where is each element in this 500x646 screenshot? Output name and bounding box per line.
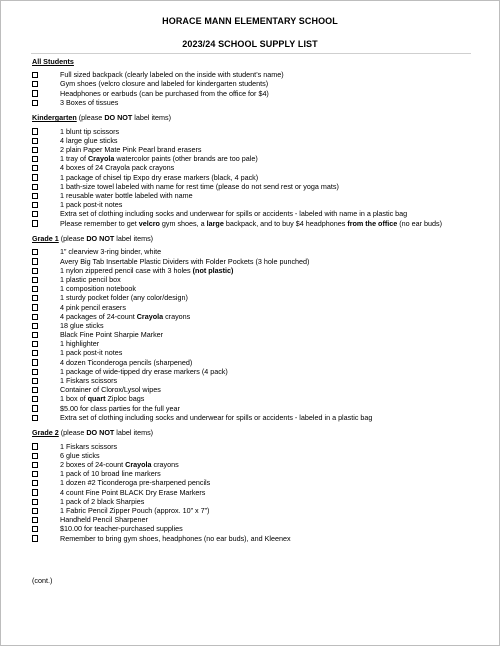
checkbox-icon[interactable] (32, 165, 38, 171)
list-item-text: 18 glue sticks (60, 320, 104, 330)
list-item (32, 367, 492, 376)
supply-list (32, 57, 492, 543)
section-kindergarten (32, 113, 492, 227)
list-item-text: Please remember to get velcro gym shoes, a large backpack, and to buy $4 headphones from the office (no ear buds) (60, 218, 442, 228)
list-item (32, 524, 492, 533)
section-heading (32, 428, 492, 437)
list-item (32, 266, 492, 275)
checkbox-icon[interactable] (32, 508, 38, 514)
checkbox-icon[interactable] (32, 405, 38, 411)
checkbox-icon[interactable] (32, 100, 38, 106)
checkbox-icon[interactable] (32, 295, 38, 301)
list-item (32, 488, 492, 497)
checkbox-icon[interactable] (32, 202, 38, 208)
checkbox-icon[interactable] (32, 359, 38, 365)
list-item (32, 293, 492, 302)
checkbox-icon[interactable] (32, 268, 38, 274)
list-item (32, 394, 492, 403)
heading-note: label items) (114, 234, 154, 244)
list-item (32, 506, 492, 515)
list-item (32, 275, 492, 284)
list-item-text: 1” clearview 3-ring binder, white (60, 247, 162, 257)
list-item-text: 1 bath-size towel labeled with name for rest time (please do not send rest or yoga mats) (60, 181, 339, 191)
checkbox-icon[interactable] (32, 480, 38, 486)
checkbox-icon[interactable] (32, 249, 38, 255)
section-heading (32, 57, 492, 66)
list-item (32, 163, 492, 172)
list-item (32, 348, 492, 357)
checkbox-icon[interactable] (32, 369, 38, 375)
school-name: HORACE MANN ELEMENTARY SCHOOL (162, 16, 338, 26)
section-grade1 (32, 234, 492, 422)
list-item-text: $5.00 for class parties for the full year (60, 403, 180, 413)
checkbox-icon[interactable] (32, 184, 38, 190)
list-item-text: 6 glue sticks (60, 450, 100, 460)
checkbox-icon[interactable] (32, 471, 38, 477)
list-item (32, 321, 492, 330)
list-item-text: 1 pack post-it notes (60, 348, 123, 358)
checkbox-icon[interactable] (32, 156, 38, 162)
list-item-text: $10.00 for teacher-purchased supplies (60, 524, 183, 534)
list-title: 2023/24 SCHOOL SUPPLY LIST (182, 39, 318, 49)
section-heading-title: Kindergarten (32, 113, 77, 123)
list-item-text: 1 dozen #2 Ticonderoga pre-sharpened pencils (60, 478, 211, 488)
list-item-text: Remember to bring gym shoes, headphones (no ear buds), and Kleenex (60, 533, 291, 543)
list-item-text: 1 tray of Crayola watercolor paints (other brands are too pale) (60, 154, 258, 164)
list-item (32, 136, 492, 145)
list-item-text: Headphones or earbuds (can be purchased from the office for $4) (60, 88, 269, 98)
list-item (32, 70, 492, 79)
list-item (32, 339, 492, 348)
list-item-text: 4 count Fine Point BLACK Dry Erase Markers (60, 487, 206, 497)
checkbox-icon[interactable] (32, 277, 38, 283)
list-item (32, 497, 492, 506)
checkbox-icon[interactable] (32, 535, 38, 541)
list-item-text: 3 Boxes of tissues (60, 97, 119, 107)
checkbox-icon[interactable] (32, 396, 38, 402)
list-item-text: 4 packages of 24-count Crayola crayons (60, 311, 191, 321)
list-item (32, 89, 492, 98)
list-item (32, 534, 492, 543)
list-item-text: Extra set of clothing including socks and underwear for spills or accidents - labeled in a plastic bag (60, 412, 373, 422)
checkbox-icon[interactable] (32, 128, 38, 134)
list-item-text: 1 pack of 2 black Sharpies (60, 496, 145, 506)
heading-note-emphasis: DO NOT (86, 234, 115, 244)
list-item (32, 478, 492, 487)
list-item-text: 1 pack of 10 broad line markers (60, 469, 161, 479)
checkbox-icon[interactable] (32, 323, 38, 329)
checkbox-icon[interactable] (32, 147, 38, 153)
list-item-text: 1 highlighter (60, 339, 100, 349)
heading-note: (please (58, 428, 87, 438)
list-item-text: Black Fine Point Sharpie Marker (60, 330, 164, 340)
list-item (32, 284, 492, 293)
list-item (32, 460, 492, 469)
list-item-text: 1 composition notebook (60, 284, 136, 294)
heading-note: (please (58, 234, 87, 244)
list-item (32, 219, 492, 228)
list-item (32, 469, 492, 478)
section-heading-title: All Students (32, 57, 74, 66)
list-item (32, 191, 492, 200)
checkbox-icon[interactable] (32, 258, 38, 264)
checkbox-icon[interactable] (32, 499, 38, 505)
list-item (32, 98, 492, 107)
section-heading-title: Grade 1 (32, 234, 59, 244)
checkbox-icon[interactable] (32, 81, 38, 87)
checkbox-icon[interactable] (32, 314, 38, 320)
list-item (32, 515, 492, 524)
list-item (32, 385, 492, 394)
list-item-text: Container of Clorox/Lysol wipes (60, 385, 161, 395)
list-item-text: 1 Fabric Pencil Zipper Pouch (approx. 10” x 7”) (60, 506, 210, 515)
heading-note: label items) (132, 113, 172, 123)
list-item (32, 182, 492, 191)
checkbox-icon[interactable] (32, 174, 38, 180)
heading-note-emphasis: DO NOT (104, 113, 133, 123)
list-item (32, 257, 492, 266)
section-all (32, 57, 492, 107)
list-item (32, 173, 492, 182)
checkbox-icon[interactable] (32, 211, 38, 217)
title-divider (31, 53, 471, 54)
list-item (32, 303, 492, 312)
list-item-text: 1 package of chisel tip Expo dry erase markers (black, 4 pack) (60, 172, 259, 182)
list-item (32, 358, 492, 367)
section-heading (32, 113, 492, 122)
list-item-text: 2 boxes of 24-count Crayola crayons (60, 460, 179, 470)
list-item-text: 1 reusable water bottle labeled with name (60, 190, 193, 200)
list-item-text: Handheld Pencil Sharpener (60, 515, 148, 525)
list-item (32, 451, 492, 460)
list-item-text: 4 boxes of 24 Crayola pack crayons (60, 163, 175, 173)
list-item-text: 4 large glue sticks (60, 135, 118, 145)
checkbox-icon[interactable] (32, 462, 38, 468)
checkbox-icon[interactable] (32, 489, 38, 495)
list-item (32, 247, 492, 256)
checkbox-icon[interactable] (32, 378, 38, 384)
list-item-text: 4 pink pencil erasers (60, 302, 126, 312)
list-item-text: Gym shoes (velcro closure and labeled for kindergarten students) (60, 79, 269, 89)
checkbox-icon[interactable] (32, 138, 38, 144)
list-item-text: Extra set of clothing including socks and underwear for spills or accidents - labeled with name in a plastic bag (60, 209, 408, 219)
checkbox-icon[interactable] (32, 387, 38, 393)
section-heading-title: Grade 2 (32, 428, 59, 438)
list-item-text: 1 plastic pencil box (60, 274, 121, 284)
list-item (32, 312, 492, 321)
list-item (32, 442, 492, 451)
list-item-text: 4 dozen Ticonderoga pencils (sharpened) (60, 357, 193, 367)
list-item-text: 1 nylon zippered pencil case with 3 holes (not plastic) (60, 265, 234, 275)
checkbox-icon[interactable] (32, 443, 38, 449)
list-item (32, 154, 492, 163)
list-item-text: 1 Fiskars scissors (60, 441, 118, 451)
list-item (32, 209, 492, 218)
list-item-text: Full sized backpack (clearly labeled on the inside with student’s name) (60, 70, 284, 80)
list-item (32, 127, 492, 136)
checkbox-icon[interactable] (32, 72, 38, 78)
checkbox-icon[interactable] (32, 304, 38, 310)
list-item (32, 200, 492, 209)
continued-note: (cont.) (32, 576, 53, 585)
list-item (32, 145, 492, 154)
checkbox-icon[interactable] (32, 332, 38, 338)
list-item-text: 1 sturdy pocket folder (any color/design) (60, 293, 188, 303)
checkbox-icon[interactable] (32, 193, 38, 199)
checkbox-icon[interactable] (32, 526, 38, 532)
list-item-text: 1 blunt tip scissors (60, 126, 120, 136)
section-grade2 (32, 428, 492, 542)
heading-note: (please (76, 113, 105, 123)
list-item (32, 330, 492, 339)
list-item (32, 413, 492, 422)
heading-note: label items) (114, 428, 154, 438)
list-item-text: 1 package of wide-tipped dry erase markers (4 pack) (60, 366, 228, 376)
list-item (32, 376, 492, 385)
list-item-text: 1 pack post-it notes (60, 200, 123, 210)
list-item-text: 1 Fiskars scissors (60, 376, 118, 386)
checkbox-icon[interactable] (32, 220, 38, 226)
list-item-text: 1 box of quart Ziploc bags (60, 394, 145, 404)
checkbox-icon[interactable] (32, 415, 38, 421)
checkbox-icon[interactable] (32, 286, 38, 292)
list-item-text: Avery Big Tab Insertable Plastic Dividers with Folder Pockets (3 hole punched) (60, 256, 310, 266)
checkbox-icon[interactable] (32, 90, 38, 96)
section-heading (32, 234, 492, 243)
checkbox-icon[interactable] (32, 453, 38, 459)
list-item-text: 2 plain Paper Mate Pink Pearl brand erasers (60, 145, 202, 155)
checkbox-icon[interactable] (32, 350, 38, 356)
checkbox-icon[interactable] (32, 341, 38, 347)
checkbox-icon[interactable] (32, 517, 38, 523)
heading-note-emphasis: DO NOT (86, 428, 115, 438)
list-item (32, 79, 492, 88)
list-item (32, 404, 492, 413)
